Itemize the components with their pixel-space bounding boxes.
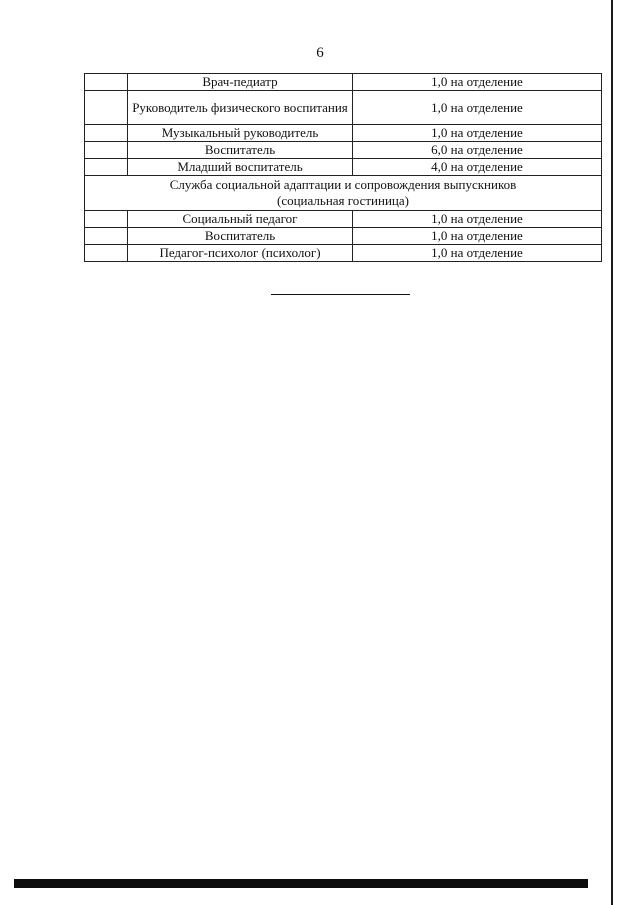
norm-cell: 1,0 на отделение [353, 245, 602, 262]
table-row [85, 228, 602, 245]
table-row [85, 74, 602, 91]
page-number: 6 [316, 45, 324, 61]
position-cell: Музыкальный руководитель [128, 125, 353, 142]
table-row [85, 211, 602, 228]
section-header-cell [85, 176, 602, 211]
position-cell: Воспитатель [128, 142, 353, 159]
scan-edge-bottom [14, 879, 588, 888]
staffing-table [84, 73, 602, 262]
table-row [85, 245, 602, 262]
section-title: Служба социальной адаптации и сопровождения выпускников [169, 177, 517, 192]
table-row [85, 91, 602, 125]
row-number-cell [85, 159, 128, 176]
position-cell: Воспитатель [128, 228, 353, 245]
position-cell: Педагог-психолог (психолог) [128, 245, 353, 262]
row-number-cell [85, 74, 128, 91]
norm-cell: 1,0 на отделение [353, 74, 602, 91]
row-number-cell [85, 125, 128, 142]
scan-edge-right [611, 0, 613, 905]
row-number-cell [85, 228, 128, 245]
row-number-cell [85, 142, 128, 159]
norm-cell: 4,0 на отделение [353, 159, 602, 176]
norm-cell: 1,0 на отделение [353, 228, 602, 245]
position-cell: Руководитель физического воспитания [128, 91, 353, 125]
norm-cell: 1,0 на отделение [353, 125, 602, 142]
norm-cell: 1,0 на отделение [353, 211, 602, 228]
position-cell: Младший воспитатель [128, 159, 353, 176]
row-number-cell [85, 91, 128, 125]
section-subtitle: (социальная гостиница) [277, 193, 409, 208]
row-number-cell [85, 211, 128, 228]
end-separator-line [271, 294, 410, 295]
position-cell: Врач-педиатр [128, 74, 353, 91]
section-header-row [85, 176, 602, 211]
norm-cell: 6,0 на отделение [353, 142, 602, 159]
row-number-cell [85, 245, 128, 262]
table-row [85, 159, 602, 176]
position-cell: Социальный педагог [128, 211, 353, 228]
norm-cell: 1,0 на отделение [353, 91, 602, 125]
table-row [85, 142, 602, 159]
table-row [85, 125, 602, 142]
